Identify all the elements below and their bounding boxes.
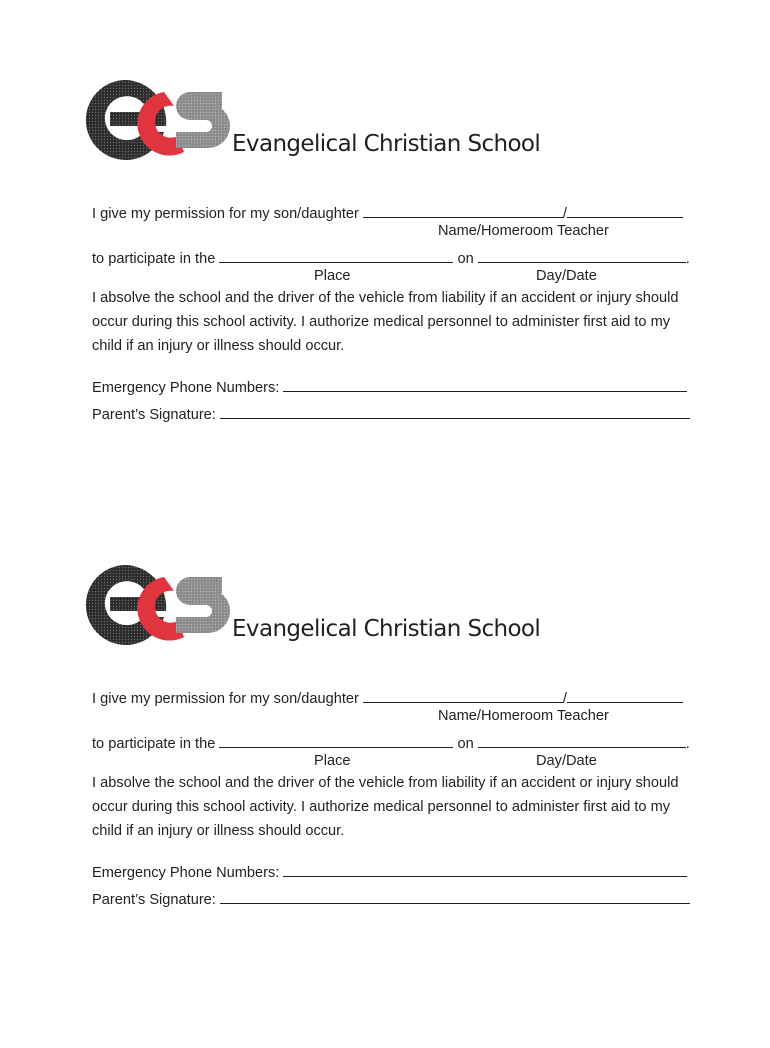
parent-signature-field[interactable] [220, 890, 690, 904]
day-caption: Day/Date [536, 753, 597, 769]
emergency-phone-field[interactable] [283, 863, 687, 877]
place-caption: Place [314, 268, 351, 284]
on-label: on [457, 251, 474, 267]
permission-form-2 [0, 563, 770, 1048]
signature-label: Parent’s Signature: [92, 892, 216, 908]
slash-separator: / [562, 691, 567, 707]
ecs-logo-mark [82, 78, 232, 162]
school-logo [82, 78, 541, 168]
student-name-field[interactable] [363, 689, 563, 703]
signature-line [92, 405, 690, 424]
name-caption: Name/Homeroom Teacher [438, 223, 609, 239]
school-logo [82, 563, 541, 653]
liability-line: I absolve the school and the driver of the vehicle from liability if an accident or injury should [92, 290, 679, 306]
liability-paragraph [92, 771, 712, 843]
slash-separator: / [562, 206, 567, 222]
permission-label: I give my permission for my son/daughter [92, 691, 359, 707]
participate-line [92, 734, 690, 753]
homeroom-teacher-field[interactable] [567, 689, 683, 703]
permission-form-1 [0, 78, 770, 563]
parent-signature-field[interactable] [220, 405, 690, 419]
emergency-label: Emergency Phone Numbers: [92, 865, 280, 881]
homeroom-teacher-field[interactable] [567, 204, 683, 218]
emergency-phone-field[interactable] [283, 378, 687, 392]
place-field[interactable] [219, 249, 453, 263]
liability-line: occur during this school activity. I authorize medical personnel to administer first aid to my [92, 314, 671, 330]
signature-line [92, 890, 690, 909]
emergency-line [92, 863, 687, 882]
place-field[interactable] [219, 734, 453, 748]
name-caption: Name/Homeroom Teacher [438, 708, 609, 724]
student-name-field[interactable] [363, 204, 563, 218]
liability-paragraph [92, 286, 712, 358]
period: . [685, 736, 690, 752]
school-name: Evangelical Christian School [232, 131, 541, 157]
emergency-line [92, 378, 687, 397]
liability-line: I absolve the school and the driver of the vehicle from liability if an accident or injury should [92, 775, 679, 791]
liability-line: child if an injury or illness should occur. [92, 338, 345, 354]
ecs-logo-mark [82, 563, 232, 647]
participate-label: to participate in the [92, 251, 216, 267]
period: . [685, 251, 690, 267]
place-caption: Place [314, 753, 351, 769]
participate-label: to participate in the [92, 736, 216, 752]
on-label: on [457, 736, 474, 752]
emergency-label: Emergency Phone Numbers: [92, 380, 280, 396]
permission-line [92, 689, 683, 708]
participate-line [92, 249, 690, 268]
school-name: Evangelical Christian School [232, 616, 541, 642]
permission-line [92, 204, 683, 223]
date-field[interactable] [478, 249, 686, 263]
day-caption: Day/Date [536, 268, 597, 284]
liability-line: occur during this school activity. I authorize medical personnel to administer first aid to my [92, 799, 671, 815]
date-field[interactable] [478, 734, 686, 748]
signature-label: Parent’s Signature: [92, 407, 216, 423]
liability-line: child if an injury or illness should occur. [92, 823, 345, 839]
permission-label: I give my permission for my son/daughter [92, 206, 359, 222]
